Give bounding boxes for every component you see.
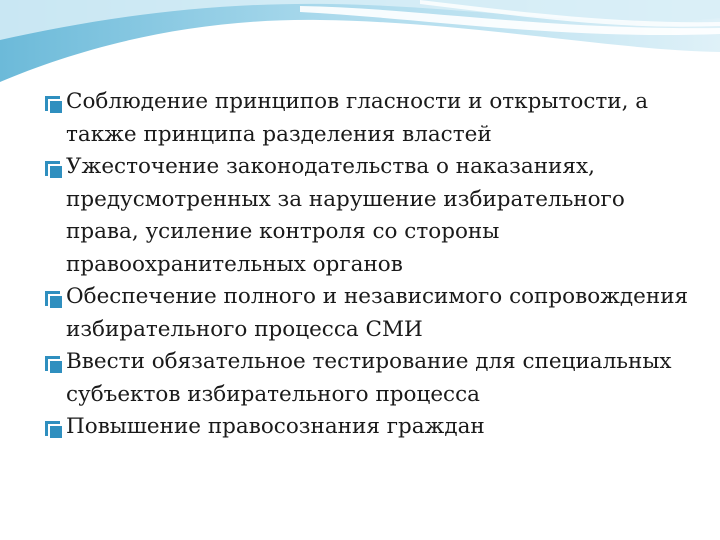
q-bullet-icon: [44, 160, 63, 179]
bullet-list: [44, 86, 694, 444]
bullet-text: Обеспечение полного и независимого сопровождения избирательного процесса СМИ: [66, 284, 689, 342]
bullet-item: [44, 151, 694, 281]
q-bullet-icon: [44, 95, 63, 114]
q-bullet-icon: [44, 355, 63, 374]
q-bullet-icon: [44, 420, 63, 439]
q-bullet-icon: [44, 290, 63, 309]
bullet-text: Повышение правосознания граждан: [66, 414, 485, 439]
bullet-text: Ввести обязательное тестирование для специальных субъектов избирательного процесса: [66, 349, 672, 407]
bullet-item: [44, 281, 694, 346]
bullet-item: [44, 411, 694, 444]
bullet-item: [44, 86, 694, 151]
header-wave-decoration: [0, 0, 720, 92]
bullet-item: [44, 346, 694, 411]
bullet-text: Ужесточение законодательства о наказаниях, предусмотренных за нарушение избирательного права, усиление контроля со стороны правоохранительных органов: [66, 154, 625, 277]
bullet-text: Соблюдение принципов гласности и открытости, а также принципа разделения властей: [66, 89, 649, 147]
